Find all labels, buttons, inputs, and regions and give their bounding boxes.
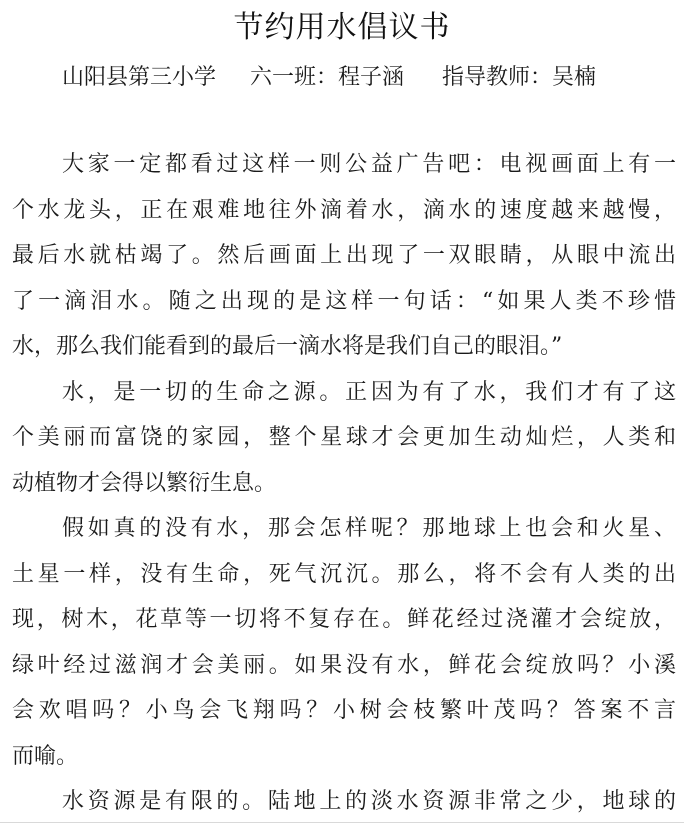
school-name: 山阳县第三小学 [62, 65, 217, 90]
paragraph-1-line-4: 了一滴泪水。随之出现的是这样一句话：“如果人类不珍惜 [12, 288, 676, 314]
paragraph-1-line-3: 最后水就枯竭了。然后画面上出现了一双眼睛，从眼中流出 [12, 243, 676, 268]
paragraph-2-line-1: 水，是一切的生命之源。正因为有了水，我们才有了这 [62, 379, 676, 405]
paragraph-3-line-5: 会欢唱吗？小鸟会飞翔吗？小树会枝繁叶茂吗？答案不言 [12, 698, 676, 723]
paragraph-2-line-2: 个美丽而富饶的家园，整个星球才会更加生动灿烂，人类和 [12, 425, 676, 450]
paragraph-3-line-4: 绿叶经过滋润才会美丽。如果没有水，鲜花会绽放吗？小溪 [12, 652, 676, 678]
document-title: 节约用水倡议书 [233, 10, 451, 45]
paragraph-1-line-5: 水，那么我们能看到的最后一滴水将是我们自己的眼泪。” [12, 334, 563, 359]
paragraph-3-line-6: 而喻。 [12, 743, 79, 769]
paragraph-3-line-2: 土星一样，没有生命，死气沉沉。那么，将不会有人类的出 [12, 561, 676, 587]
class-author: 六一班：程子涵 [250, 65, 405, 90]
paragraph-2-line-3: 动植物才会得以繁衍生息。 [12, 470, 277, 496]
paragraph-1-line-2: 个水龙头，正在艰难地往外滴着水，滴水的速度越来越慢， [12, 197, 676, 223]
byline [62, 60, 682, 96]
paragraph-1-line-1: 大家一定都看过这样一则公益广告吧：电视画面上有一 [62, 152, 676, 177]
paragraph-3-line-3: 现，树木，花草等一切将不复存在。鲜花经过浇灌才会绽放， [12, 607, 676, 632]
teacher-name: 指导教师：吴楠 [442, 65, 597, 90]
paragraph-4-line-1: 水资源是有限的。陆地上的淡水资源非常之少，地球的 [62, 789, 676, 814]
page-bottom-divider [0, 822, 684, 823]
body-text [12, 142, 676, 825]
paragraph-3-line-1: 假如真的没有水，那会怎样呢？那地球上也会和火星、 [62, 516, 676, 541]
